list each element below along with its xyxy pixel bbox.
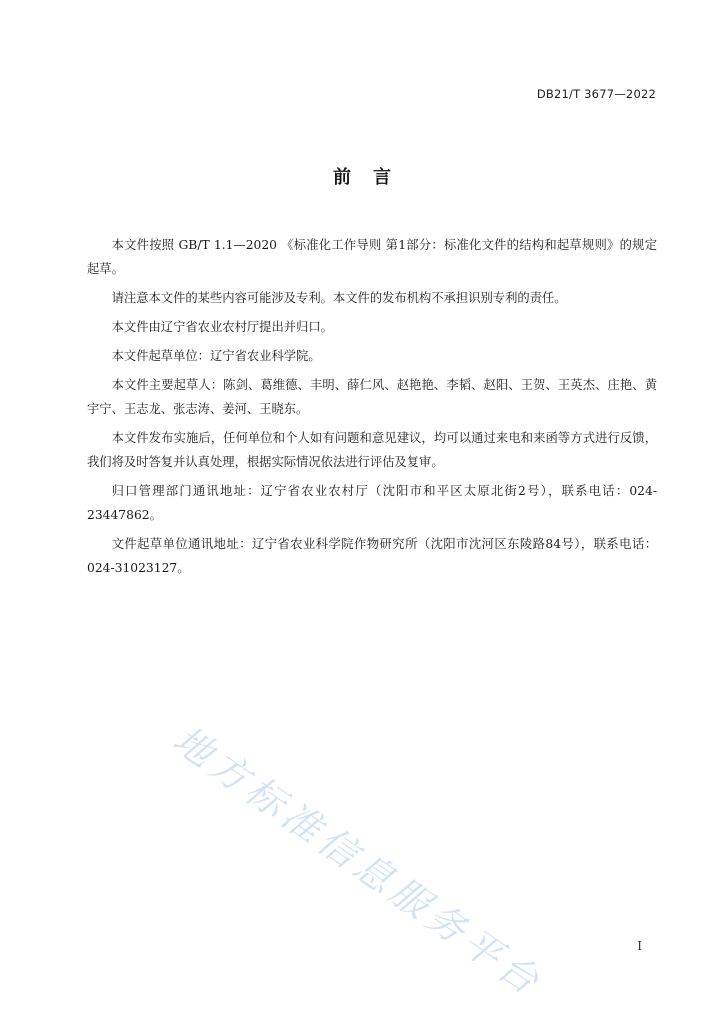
standard-code: DB21/T 3677—2022 [536,87,656,101]
paragraph-drafting-rules: 本文件按照 GB/T 1.1—2020 《标准化工作导则 第1部分：标准化文件的结构和起草规则》的规定起草。 [87,238,657,276]
paragraph-drafting-address: 文件起草单位通讯地址：辽宁省农业科学院作物研究所（沈阳市沈河区东陵路84号），联系电话：024-31023127。 [87,537,657,575]
paragraph-proposer: 本文件由辽宁省农业农村厅提出并归口。 [111,320,333,334]
page-number: I [637,939,642,953]
paragraph-drafters: 本文件主要起草人：陈剑、葛维德、丰明、薛仁风、赵艳艳、李韬、赵阳、王贺、王英杰、庄艳、黄宇宁、王志龙、张志涛、姜河、王晓东。 [87,378,657,416]
paragraph-feedback: 本文件发布实施后，任何单位和个人如有问题和意见建议，均可以通过来电和来函等方式进行反馈，我们将及时答复并认真处理，根据实际情况依法进行评估及复审。 [87,431,657,469]
page-title: 前言 [333,167,413,188]
paragraph-admin-address: 归口管理部门通讯地址：辽宁省农业农村厅（沈阳市和平区太原北街2号），联系电话：024-23447862。 [87,484,657,522]
paragraph-patent-notice: 请注意本文件的某些内容可能涉及专利。本文件的发布机构不承担识别专利的责任。 [111,291,567,305]
watermark: 地方标准信息服务平台 [165,717,552,1006]
foreword-body [87,233,657,585]
paragraph-drafting-unit: 本文件起草单位：辽宁省农业科学院。 [111,349,321,363]
